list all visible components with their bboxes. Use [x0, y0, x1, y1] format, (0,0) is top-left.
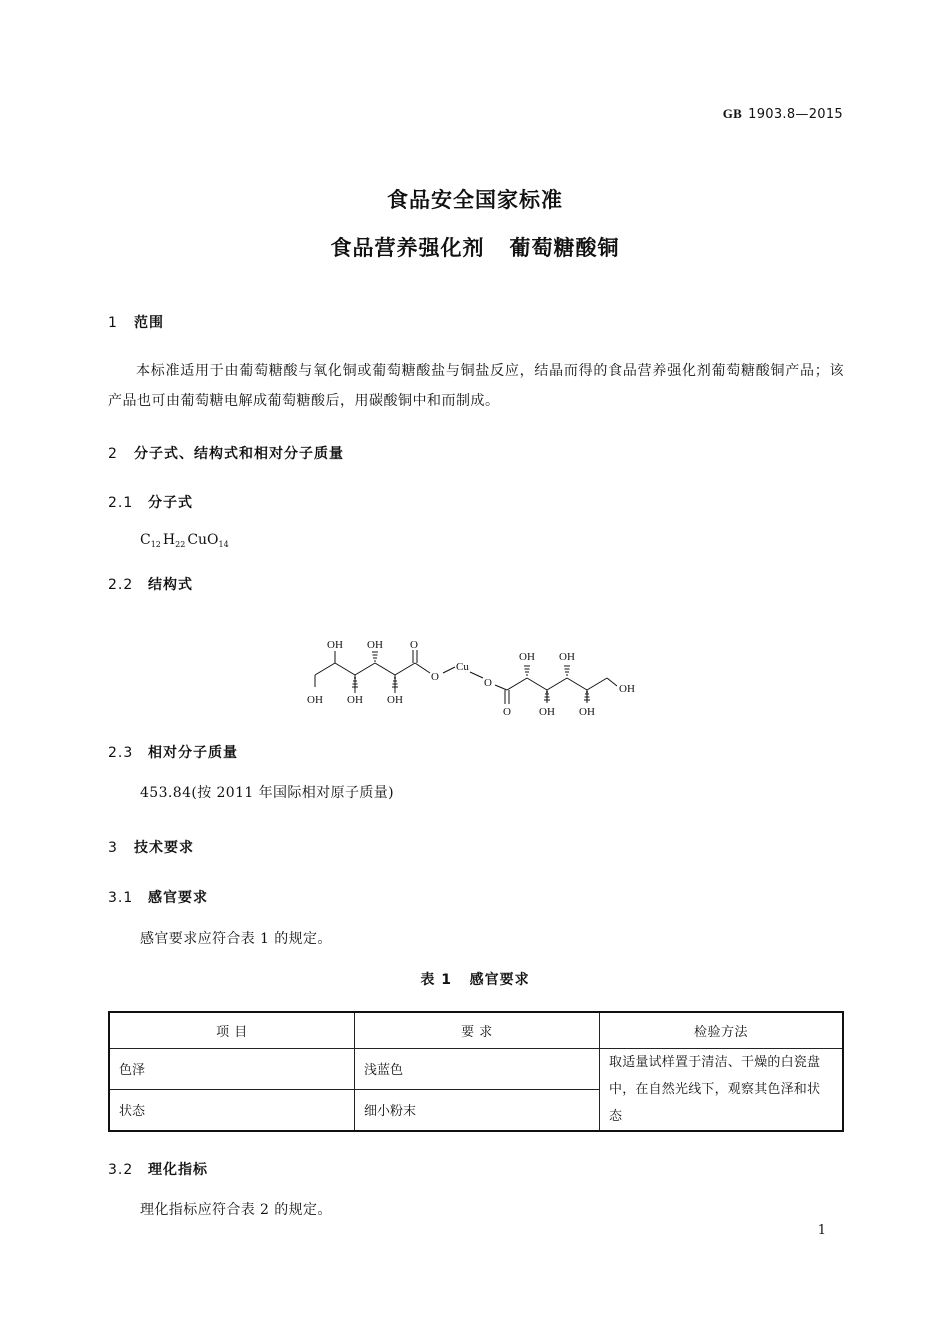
table-1-caption: 表 1 感官要求	[420, 972, 530, 988]
page-number: 1	[817, 1223, 826, 1238]
section-3-1-heading	[108, 887, 208, 907]
header-requirement: 要 求	[355, 1012, 600, 1049]
oh-label: OH	[327, 639, 343, 651]
cell-item: 状态	[109, 1089, 355, 1131]
section-number: 3.2	[108, 1162, 134, 1178]
section-2-heading	[108, 443, 344, 463]
cell-method: 取适量试样置于清洁、干燥的白瓷盘中，在自然光线下，观察其色泽和状态	[600, 1049, 844, 1132]
section-3-heading	[108, 837, 194, 857]
section-title: 范围	[134, 315, 164, 331]
molecular-weight-text: 453.84(按 2011 年国际相对原子质量)	[140, 785, 395, 801]
ester-o-label: O	[431, 671, 439, 683]
section-title: 结构式	[148, 577, 193, 593]
section-title: 分子式、结构式和相对分子质量	[134, 446, 344, 462]
section-number: 2.3	[108, 745, 134, 761]
document-title: 食品安全国家标准	[387, 188, 563, 212]
section-3-2-heading	[108, 1159, 208, 1179]
section-title: 理化指标	[148, 1162, 208, 1178]
section-number: 2.1	[108, 495, 134, 511]
oh-label: OH	[387, 694, 403, 706]
table-row	[109, 1049, 843, 1090]
cu-label: Cu	[456, 661, 469, 673]
section-1-paragraph: 本标准适用于由葡萄糖酸与氧化铜或葡萄糖酸盐与铜盐反应，结晶而得的食品营养强化剂葡萄糖酸铜产品；该产品也可由葡萄糖电解成葡萄糖酸后，用碳酸铜中和而制成。	[108, 363, 844, 409]
section-number: 1	[108, 315, 118, 331]
sensory-requirements-table	[108, 1011, 844, 1132]
standard-prefix: GB	[722, 106, 743, 121]
document-subtitle: 食品营养强化剂 葡萄糖酸铜	[330, 236, 620, 260]
molecular-formula: $C_{12}$ $H_{22}$ CuO$_{14}$	[140, 532, 229, 549]
section-3-1-paragraph: 感官要求应符合表 1 的规定。	[140, 931, 332, 947]
standard-number	[723, 106, 843, 122]
structural-formula	[295, 630, 655, 720]
section-title: 感官要求	[148, 890, 208, 906]
section-title: 分子式	[148, 495, 193, 511]
oh-label: OH	[347, 694, 363, 706]
oh-label: OH	[559, 651, 575, 663]
oh-label: OH	[367, 639, 383, 651]
section-title: 相对分子质量	[148, 745, 238, 761]
section-2-1-heading	[108, 492, 193, 512]
section-number: 2	[108, 446, 118, 462]
header-item: 项 目	[109, 1012, 355, 1049]
oh-label: OH	[539, 706, 555, 718]
standard-code: 1903.8—2015	[748, 107, 843, 122]
cell-item: 色泽	[109, 1049, 355, 1090]
section-number: 2.2	[108, 577, 134, 593]
section-2-2-heading	[108, 574, 193, 594]
cell-requirement: 细小粉末	[355, 1089, 600, 1131]
section-number: 3	[108, 840, 118, 856]
header-method: 检验方法	[600, 1012, 844, 1049]
oh-label: OH	[307, 694, 323, 706]
ester-o-label: O	[484, 677, 492, 689]
section-2-3-heading	[108, 742, 238, 762]
section-3-2-paragraph: 理化指标应符合表 2 的规定。	[140, 1202, 332, 1218]
section-1-heading	[108, 312, 164, 332]
section-title: 技术要求	[134, 840, 194, 856]
section-number: 3.1	[108, 890, 134, 906]
cell-requirement: 浅蓝色	[355, 1049, 600, 1090]
oh-label: OH	[579, 706, 595, 718]
oh-label: OH	[519, 651, 535, 663]
oh-label: OH	[619, 683, 635, 695]
carbonyl-o-label: O	[410, 639, 418, 651]
table-header-row	[109, 1012, 843, 1049]
carbonyl-o-label: O	[503, 706, 511, 718]
